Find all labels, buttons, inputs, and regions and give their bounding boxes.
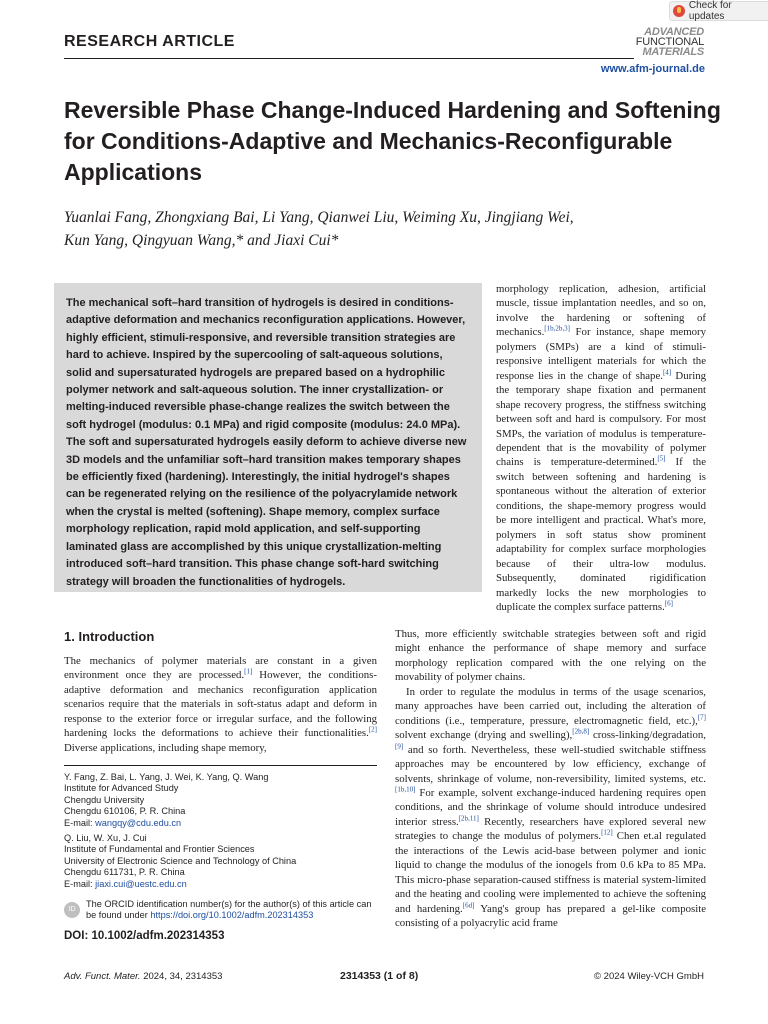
- email-link[interactable]: jiaxi.cui@uestc.edu.cn: [95, 878, 187, 889]
- affiliation-block-1: Y. Fang, Z. Bai, L. Yang, J. Wei, K. Yang, Q. Wang Institute for Advanced Study Chengdu University Chengdu 610106, P. R. China E-mail: wangqy@cdu.edu.cn: [64, 772, 269, 828]
- orcid-doi-link[interactable]: https://doi.org/10.1002/adfm.202314353: [150, 910, 314, 921]
- article-doi: DOI: 10.1002/adfm.202314353: [64, 930, 225, 942]
- logo-line-2: FUNCTIONAL: [635, 36, 704, 48]
- citation-link[interactable]: [6]: [664, 599, 673, 608]
- article-type-label: RESEARCH ARTICLE: [64, 33, 235, 50]
- citation-link[interactable]: [2]: [368, 725, 377, 734]
- abstract-text: The mechanical soft–hard transition of hydrogels is desired in conditions-adaptive deformation and mechanics reconfiguration applications. However, highly efficient, stimuli-responsive, and reversible transition strategies are hard to achieve. Inspired by the supercooling of salt-aqueous solutions, solid and supersaturated hydrogels are prepared based on a hydrophilic polymer network and salt-aqueous solution. The inner crystallization- or melting-induced reversible phase-change realizes the switch between the soft hydrogel (modulus: 0.1 MPa) and rigid composite (modulus: 24.0 MPa). The soft and supersaturated hydrogels easily deform to achieve diverse new 3D models and the unfamiliar soft–hard transition makes temporary shapes be efficiently fixed (hardening). Interestingly, the initial hydrogel's shapes can be regenerated relying on the resilience of the polyacrylamide network when the crystal is melted (softening). Shape memory, complex surface morphology replication, rapid mold application, and self-supporting laminated glass are accomplished by this unique crystallization-melting introduced soft–hard transition. This phase change soft-hard switching strategy will broaden the functionalities of hydrogels.: [66, 297, 467, 588]
- citation-link[interactable]: [1b,10]: [395, 785, 416, 794]
- orcid-note: ID The ORCID identification number(s) for the author(s) of this article can be found under https://doi.org/10.1002/adfm.202314353: [64, 899, 377, 922]
- citation-link[interactable]: [2b,8]: [572, 727, 590, 736]
- article-title: Reversible Phase Change-Induced Hardening and Softening for Conditions-Adaptive and Mechanics-Reconfigurable Applications: [64, 97, 721, 185]
- body-column-right-top: morphology replication, adhesion, artificial muscle, tissue implantation needles, and so on, involve the hardening or softening of mechanics.[1b,2b,3] For instance, shape memory polymers (SMPs) are a kind of stimuli-responsive intelligent materials for which the response lies in the change of shape.[4] During the temporary shape fixation and permanent shape recovery progress, the stiffness switching between soft and hard is compulsory. For most SMPs, the variation of modulus is temperature-dependent that is the movability of polymer chains is temperature-determined.[5] If the switch between softening and hardening is spontaneous without the alteration of exterior conditions, the shape-memory progress would be more intelligent and practical. What's more, polymers in soft status show prominent adaptability for complex surface morphologies because of their ultra-low modulus. Subsequently, dominated rigidification markedly locks the new morphologies to duplicate the complex surface patterns.[6]: [496, 283, 707, 613]
- email-link[interactable]: wangqy@cdu.edu.cn: [95, 817, 182, 828]
- abstract-box: [54, 283, 482, 592]
- logo-line-1: ADVANCED: [644, 26, 704, 38]
- citation-link[interactable]: [7]: [697, 713, 706, 722]
- affiliation-block-2: Q. Liu, W. Xu, J. Cui Institute of Fundamental and Frontier Sciences University of Electronic Science and Technology of China Chengdu 611731, P. R. China E-mail: jiaxi.cui@uestc.edu.cn: [64, 833, 297, 889]
- body-column-right-bottom: [395, 627, 706, 931]
- citation-link[interactable]: [12]: [601, 828, 613, 837]
- update-icon: [673, 5, 685, 17]
- journal-url-link[interactable]: www.afm-journal.de: [600, 63, 705, 75]
- journal-logo: [636, 27, 704, 57]
- citation-link[interactable]: [1b,2b,3]: [544, 324, 570, 333]
- affiliations: [64, 772, 377, 894]
- orcid-icon: ID: [64, 902, 80, 918]
- logo-line-3: MATERIALS: [642, 46, 704, 58]
- paragraph: In order to regulate the modulus in terms of the usage scenarios, many approaches have been carried out, including the alteration of conditions (i.e., temperature, pressure, electromagnetic field, etc.),[7] solvent exchange (drying and swelling),[2b,8] cross-linking/degradation,[9] and so forth. Nevertheless, these well-studied switchable stiffness approaches may be encountered by low efficiency, exchange of solvents, shrinkage of volume, non-reversibility, limited systems, etc.[1b,10] For example, solvent exchange-induced hardening requires open conditions, and the shrinkage of volume should introduce undesired interior stress.[2b,11] Recently, researchers have explored several new strategies to change the modulus of polymers.[12] Chen et.al regulated the interactions of the Lewis acid-base between polymer and ionic liquid to change the modulus of the ionogels from 0.6 kPa to 85 MPa. This micro-phase separation-caused stiffness is material system-limited and the heating and cooling were implemented to achieve the softening and hardening.[6d] Yang's group has prepared a gel-like composite consisting of a polyacrylic acid frame: [395, 685, 706, 930]
- check-for-updates-badge[interactable]: [669, 1, 768, 21]
- page-number: 2314353 (1 of 8): [340, 970, 419, 982]
- body-column-left: The mechanics of polymer materials are constant in a given environment once they are processed.[1] However, the conditions-adaptive deformation and mechanics reconfiguration application scenarios require that the materials in soft-status adapt and deform in response to the exterior force or irregular surface, and the following hardening locks the deformations to achieve their functionalities.[2] Diverse applications, including shape memory,: [64, 655, 377, 754]
- citation-link[interactable]: [1]: [244, 667, 253, 676]
- author-list: [64, 206, 704, 252]
- authors-line-1: Yuanlai Fang, Zhongxiang Bai, Li Yang, Qianwei Liu, Weiming Xu, Jingjiang Wei,: [64, 209, 574, 226]
- citation-link[interactable]: [2b,11]: [458, 814, 479, 823]
- section-heading: 1. Introduction: [64, 629, 155, 644]
- citation-link[interactable]: [9]: [395, 742, 404, 751]
- citation-link[interactable]: [4]: [662, 368, 672, 377]
- copyright: © 2024 Wiley-VCH GmbH: [594, 971, 704, 982]
- affiliation-divider: [64, 765, 377, 766]
- check-for-updates-label: Check for updates: [688, 0, 732, 22]
- authors-line-2: Kun Yang, Qingyuan Wang,* and Jiaxi Cui*: [64, 232, 339, 249]
- footer-citation: Adv. Funct. Mater. 2024, 34, 2314353: [64, 971, 223, 982]
- citation-link[interactable]: [5]: [657, 454, 666, 463]
- paragraph: Thus, more efficiently switchable strategies between soft and rigid might enhance the performance of shape memory and surface morphology replication compared with the one relying on the movability of polymer chains.: [395, 628, 706, 684]
- citation-link[interactable]: [6d]: [462, 901, 475, 910]
- header-divider: [64, 58, 634, 59]
